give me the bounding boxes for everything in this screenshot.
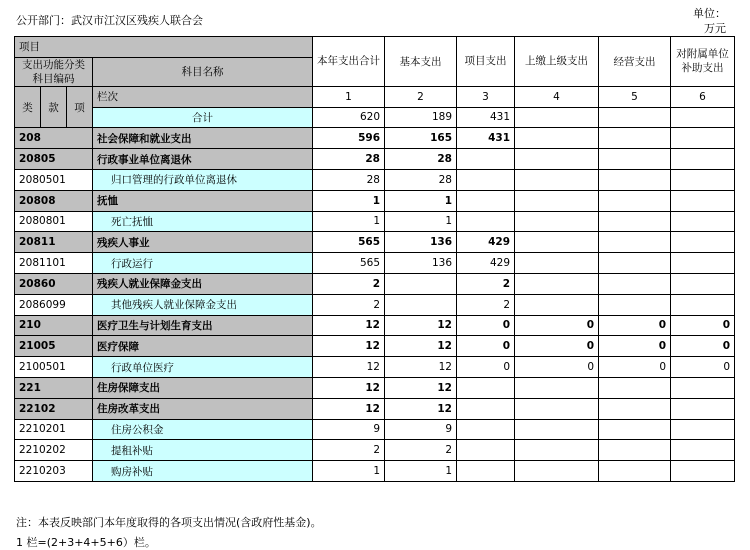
row-basic: 1: [385, 211, 457, 232]
total-total: 620: [313, 107, 385, 128]
row-upper: [515, 232, 599, 253]
row-upper: [515, 190, 599, 211]
row-subsidiary: [671, 440, 735, 461]
row-total: 12: [313, 398, 385, 419]
total-row: [15, 107, 735, 128]
table-row: [15, 440, 735, 461]
table-row: [15, 149, 735, 170]
row-business: 0: [599, 357, 671, 378]
row-total: 12: [313, 377, 385, 398]
row-project: [457, 377, 515, 398]
col-num-2: 2: [385, 86, 457, 107]
table-row: [15, 336, 735, 357]
row-project: 431: [457, 128, 515, 149]
row-total: 2: [313, 294, 385, 315]
header-xiang: 项: [67, 86, 93, 128]
row-project: [457, 149, 515, 170]
row-subsidiary: [671, 149, 735, 170]
total-project: 431: [457, 107, 515, 128]
header-project: 项目: [15, 37, 313, 58]
header-basic: 基本支出: [385, 37, 457, 87]
row-project: 2: [457, 273, 515, 294]
row-total: 28: [313, 169, 385, 190]
header-total: 本年支出合计: [313, 37, 385, 87]
row-code: 20808: [15, 190, 93, 211]
row-project: [457, 461, 515, 482]
row-basic: 1: [385, 190, 457, 211]
row-subsidiary: [671, 232, 735, 253]
table-row: [15, 377, 735, 398]
row-subject-name: 住房保障支出: [93, 377, 313, 398]
row-code: 20811: [15, 232, 93, 253]
row-upper: [515, 169, 599, 190]
row-total: 12: [313, 336, 385, 357]
table-row: [15, 461, 735, 482]
row-code: 20805: [15, 149, 93, 170]
table-row: [15, 357, 735, 378]
table-row: [15, 273, 735, 294]
row-basic: 12: [385, 336, 457, 357]
row-subject-name: 行政事业单位离退休: [93, 149, 313, 170]
row-upper: [515, 128, 599, 149]
row-total: 1: [313, 211, 385, 232]
header-lei: 类: [15, 86, 41, 128]
row-business: 0: [599, 336, 671, 357]
row-subject-name: 归口管理的行政单位离退休: [93, 169, 313, 190]
row-code: 2100501: [15, 357, 93, 378]
row-business: [599, 461, 671, 482]
table-row: [15, 190, 735, 211]
header-subsidiary: 对附属单位补助支出: [671, 37, 735, 87]
row-basic: 12: [385, 398, 457, 419]
row-code: 2210202: [15, 440, 93, 461]
row-total: 565: [313, 253, 385, 274]
row-basic: 2: [385, 440, 457, 461]
row-basic: 9: [385, 419, 457, 440]
header-kuan: 款: [41, 86, 67, 128]
table-row: [15, 169, 735, 190]
expenditure-table: [14, 36, 735, 482]
row-business: [599, 398, 671, 419]
row-subject-name: 医疗保障: [93, 336, 313, 357]
row-code: 2086099: [15, 294, 93, 315]
row-total: 12: [313, 357, 385, 378]
row-subject-name: 残疾人事业: [93, 232, 313, 253]
row-subsidiary: [671, 273, 735, 294]
header-lanci: 栏次: [93, 86, 313, 107]
row-project: [457, 419, 515, 440]
header-subject-name: 科目名称: [93, 57, 313, 86]
row-project: 0: [457, 336, 515, 357]
row-subsidiary: [671, 419, 735, 440]
row-upper: [515, 211, 599, 232]
row-project: [457, 440, 515, 461]
row-project: [457, 211, 515, 232]
row-upper: [515, 440, 599, 461]
note-line-1: 注：本表反映部门本年度取得的各项支出情况(含政府性基金)。: [16, 516, 322, 529]
row-subject-name: 提租补贴: [93, 440, 313, 461]
row-code: 208: [15, 128, 93, 149]
row-business: [599, 440, 671, 461]
col-num-4: 4: [515, 86, 599, 107]
row-subsidiary: [671, 253, 735, 274]
header-func-code: 支出功能分类科目编码: [15, 57, 93, 86]
row-upper: [515, 273, 599, 294]
unit-label: [693, 6, 726, 36]
unit-label-line2: 万元: [704, 22, 726, 35]
table-row: [15, 253, 735, 274]
table-row: [15, 315, 735, 336]
row-business: [599, 149, 671, 170]
row-business: [599, 190, 671, 211]
row-total: 1: [313, 461, 385, 482]
header-project-exp: 项目支出: [457, 37, 515, 87]
row-upper: 0: [515, 315, 599, 336]
row-total: 2: [313, 273, 385, 294]
row-upper: [515, 253, 599, 274]
row-total: 565: [313, 232, 385, 253]
row-code: 2210201: [15, 419, 93, 440]
row-project: [457, 398, 515, 419]
col-num-5: 5: [599, 86, 671, 107]
row-subsidiary: [671, 294, 735, 315]
header-business: 经营支出: [599, 37, 671, 87]
col-num-3: 3: [457, 86, 515, 107]
row-subsidiary: [671, 190, 735, 211]
row-code: 221: [15, 377, 93, 398]
row-business: [599, 253, 671, 274]
row-code: 210: [15, 315, 93, 336]
row-code: 2210203: [15, 461, 93, 482]
row-total: 596: [313, 128, 385, 149]
row-basic: 136: [385, 232, 457, 253]
row-code: 2080801: [15, 211, 93, 232]
row-business: [599, 211, 671, 232]
total-label: 合计: [93, 107, 313, 128]
row-code: 21005: [15, 336, 93, 357]
row-subsidiary: [671, 461, 735, 482]
row-basic: [385, 273, 457, 294]
row-upper: 0: [515, 357, 599, 378]
row-basic: 165: [385, 128, 457, 149]
row-upper: [515, 398, 599, 419]
note-line-2: 1 栏=(2+3+4+5+6）栏。: [16, 536, 156, 549]
total-basic: 189: [385, 107, 457, 128]
row-subject-name: 抚恤: [93, 190, 313, 211]
department-title: 公开部门：武汉市江汉区残疾人联合会: [16, 14, 203, 27]
row-total: 28: [313, 149, 385, 170]
row-subsidiary: [671, 398, 735, 419]
row-subsidiary: [671, 128, 735, 149]
row-business: [599, 377, 671, 398]
row-basic: 136: [385, 253, 457, 274]
row-business: [599, 128, 671, 149]
row-subject-name: 社会保障和就业支出: [93, 128, 313, 149]
col-num-1: 1: [313, 86, 385, 107]
row-code: 2081101: [15, 253, 93, 274]
row-subsidiary: 0: [671, 315, 735, 336]
row-project: 429: [457, 253, 515, 274]
table-row: [15, 211, 735, 232]
row-basic: 28: [385, 149, 457, 170]
table-row: [15, 232, 735, 253]
row-total: 9: [313, 419, 385, 440]
row-subject-name: 行政运行: [93, 253, 313, 274]
row-code: 2080501: [15, 169, 93, 190]
row-upper: [515, 461, 599, 482]
row-subsidiary: [671, 211, 735, 232]
row-subject-name: 其他残疾人就业保障金支出: [93, 294, 313, 315]
row-project: 0: [457, 357, 515, 378]
row-upper: [515, 419, 599, 440]
unit-label-line1: 单位：: [693, 7, 726, 20]
row-subject-name: 购房补贴: [93, 461, 313, 482]
row-subject-name: 行政单位医疗: [93, 357, 313, 378]
row-business: 0: [599, 315, 671, 336]
row-total: 2: [313, 440, 385, 461]
row-subject-name: 残疾人就业保障金支出: [93, 273, 313, 294]
row-subject-name: 住房公积金: [93, 419, 313, 440]
row-basic: 28: [385, 169, 457, 190]
row-business: [599, 232, 671, 253]
row-subsidiary: 0: [671, 357, 735, 378]
row-code: 22102: [15, 398, 93, 419]
row-project: 429: [457, 232, 515, 253]
row-upper: [515, 294, 599, 315]
table-row: [15, 398, 735, 419]
row-upper: 0: [515, 336, 599, 357]
row-business: [599, 294, 671, 315]
row-basic: 1: [385, 461, 457, 482]
table-row: [15, 294, 735, 315]
row-total: 12: [313, 315, 385, 336]
row-project: [457, 190, 515, 211]
row-basic: 12: [385, 357, 457, 378]
row-project: [457, 169, 515, 190]
table-row: [15, 419, 735, 440]
row-project: 2: [457, 294, 515, 315]
row-upper: [515, 377, 599, 398]
row-subsidiary: 0: [671, 336, 735, 357]
row-subject-name: 住房改革支出: [93, 398, 313, 419]
row-basic: 12: [385, 377, 457, 398]
row-subsidiary: [671, 377, 735, 398]
row-total: 1: [313, 190, 385, 211]
row-subsidiary: [671, 169, 735, 190]
table-row: [15, 128, 735, 149]
row-basic: [385, 294, 457, 315]
row-business: [599, 419, 671, 440]
row-subject-name: 医疗卫生与计划生育支出: [93, 315, 313, 336]
row-code: 20860: [15, 273, 93, 294]
row-subject-name: 死亡抚恤: [93, 211, 313, 232]
row-project: 0: [457, 315, 515, 336]
row-upper: [515, 149, 599, 170]
row-business: [599, 169, 671, 190]
row-business: [599, 273, 671, 294]
col-num-6: 6: [671, 86, 735, 107]
row-basic: 12: [385, 315, 457, 336]
header-upper: 上缴上级支出: [515, 37, 599, 87]
